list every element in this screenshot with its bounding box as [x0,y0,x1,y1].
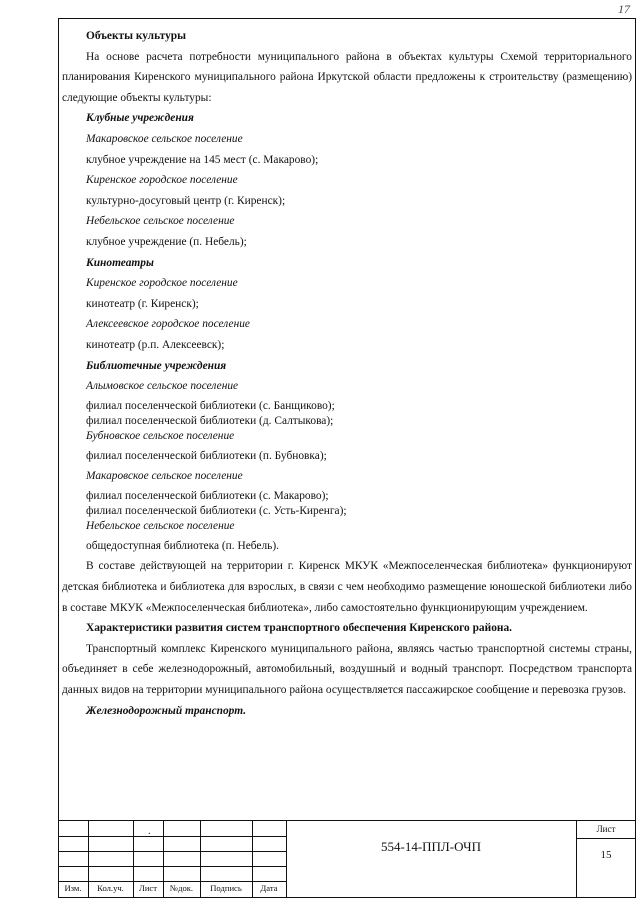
club-item: клубное учреждение (п. Небель); [86,235,247,248]
settlement-label: Небельское сельское поселение [86,519,235,532]
library-item: филиал поселенческой библиотеки (с. Макарово); [86,489,329,502]
settlement-label: Киренское городское поселение [86,174,238,187]
settlement-label: Киренское городское поселение [86,277,238,290]
col-koluch: Кол.уч. [97,883,124,893]
settlement-label: Алымовское сельское поселение [86,380,239,393]
club-heading: Клубные учреждения [86,112,194,125]
settlement-label: Бубновское сельское поселение [86,429,235,442]
document-code: 554-14-ППЛ-ОЧП [381,839,481,854]
settlement-label: Алексеевское городское поселение [86,318,250,331]
transport-heading: Характеристики развития систем транспортного обеспечения Киренского района. [86,622,512,635]
col-izm: Изм. [64,883,82,893]
library-item: филиал поселенческой библиотеки (с. Усть-Киренга); [86,504,347,517]
railway-heading: Железнодорожный транспорт. [86,704,247,717]
library-heading: Библиотечные учреждения [86,359,227,372]
library-item: филиал поселенческой библиотеки (п. Бубновка); [86,449,327,462]
cinema-item: кинотеатр (р.п. Алексеевск); [86,338,225,351]
col-list: Лист [139,883,157,893]
transport-paragraph: Транспортный комплекс Киренского муниципального района, являясь частью транспортной системы страны, объединяет в себе железнодорожный, автомобильный, воздушный и водный транспорт. Посредством транспорта данных видов на территории муниципального района осуществляется пассажирское сообщение и перевозка грузов. [62,642,632,697]
col-ndok: №док. [169,883,194,893]
settlement-label: Макаровское сельское поселение [86,470,243,483]
cinema-heading: Кинотеатры [86,256,154,269]
settlement-label: Небельское сельское поселение [86,215,235,228]
cinema-item: кинотеатр (г. Киренск); [86,297,199,310]
library-item: филиал поселенческой библиотеки (д. Салтыкова); [86,414,334,427]
document-body [62,26,632,721]
library-paragraph: В составе действующей на территории г. Киренск МКУК «Межпоселенческая библиотека» функционируют детская библиотека и библиотека для взрослых, в связи с чем необходимо размещение юношеской библиотеки либо в составе МКУК «Межпоселенческая библиотека», либо самостоятельно функционирующим учреждением. [62,560,632,614]
handwritten-page-number: 17 [618,2,630,16]
col-data: Дата [260,883,278,893]
col-podpis: Подпись [210,883,242,893]
title-block [58,820,636,898]
club-item: культурно-досуговый центр (г. Киренск); [86,194,286,207]
library-item: общедоступная библиотека (п. Небель). [86,539,279,552]
sheet-number: 15 [600,849,612,861]
grid-mark: . [148,826,151,837]
club-item: клубное учреждение на 145 мест (с. Макарово); [86,153,319,166]
settlement-label: Макаровское сельское поселение [86,132,243,145]
library-item: филиал поселенческой библиотеки (с. Банщиково); [86,399,335,412]
intro-paragraph: На основе расчета потребности муниципального района в объектах культуры Схемой территориального планирования Киренского муниципального района Иркутской области предложены к строительству (размещению) следующие объекты культуры: [62,50,632,104]
sheet-label: Лист [596,824,616,834]
culture-heading: Объекты культуры [86,30,187,42]
